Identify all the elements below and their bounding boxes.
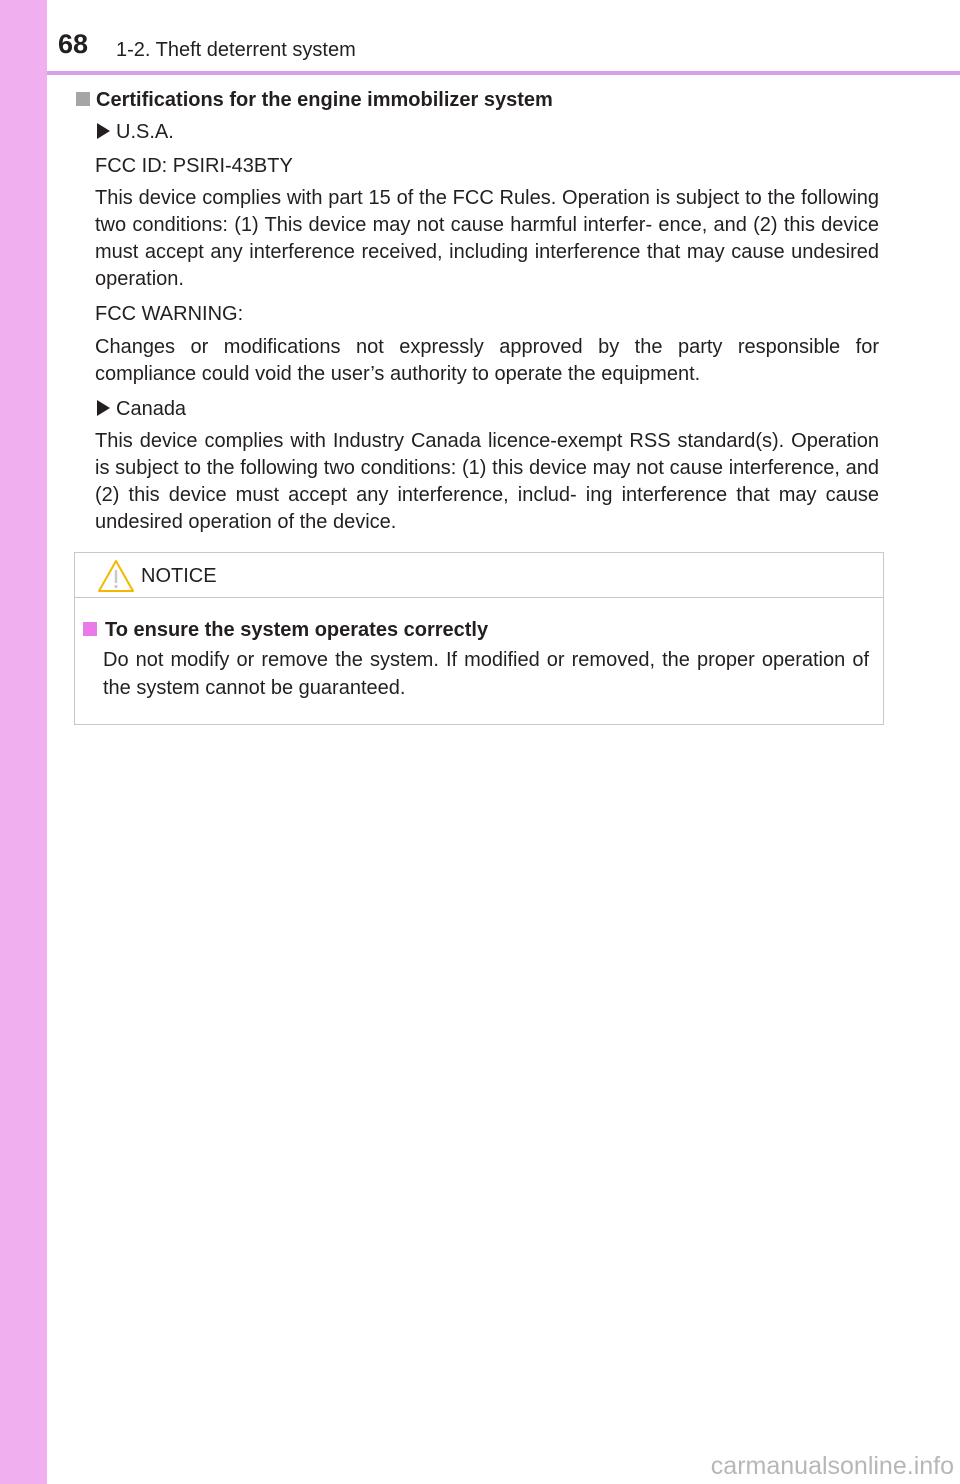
watermark: carmanualsonline.info (710, 1452, 954, 1480)
canada-subheading (97, 395, 186, 423)
page-number: 68 (58, 29, 89, 59)
side-color-band (0, 0, 47, 1484)
notice-title: NOTICE (141, 565, 217, 587)
warning-triangle-icon (97, 559, 135, 593)
fcc-paragraph: This device complies with part 15 of the FCC Rules. Operation is subject to the following two conditions: (1) This device may not cause harmful interfer- ence, and (2) this device must accept any interference received, including interference that may cause undesired operation. (95, 187, 879, 290)
fcc-warning-label: FCC WARNING: (95, 303, 244, 325)
notice-heading-text: To ensure the system operates correctly (105, 619, 489, 641)
usa-subheading (97, 118, 174, 146)
section-heading-text: Certifications for the engine immobilizer system (96, 89, 553, 111)
triangle-bullet-icon (97, 400, 110, 416)
fcc-warning-text: Changes or modifications not expressly approved by the party responsible for compliance could void the user’s authority to operate the equipment. (95, 336, 879, 385)
header-divider (47, 71, 960, 75)
notice-square-bullet-icon (83, 622, 97, 636)
heading-square-bullet-icon (76, 92, 90, 106)
page-header (0, 0, 960, 75)
canada-paragraph: This device complies with Industry Canada licence-exempt RSS standard(s). Operation is subject to the following two conditions: (1) this device may not cause interference, and (2) this device must accept any interference, includ- ing interference that may cause undesired operation of the device. (95, 430, 879, 533)
usa-label: U.S.A. (116, 121, 174, 143)
triangle-bullet-icon (97, 123, 110, 139)
canada-label: Canada (116, 398, 187, 420)
section-heading (76, 86, 553, 114)
notice-box (74, 552, 884, 725)
notice-header (75, 553, 883, 598)
fcc-id: FCC ID: PSIRI-43BTY (95, 155, 293, 177)
notice-heading (83, 616, 488, 644)
notice-text: Do not modify or remove the system. If modified or removed, the proper operation of the system cannot be guaranteed. (103, 649, 869, 699)
section-title: 1-2. Theft deterrent system (116, 39, 356, 61)
